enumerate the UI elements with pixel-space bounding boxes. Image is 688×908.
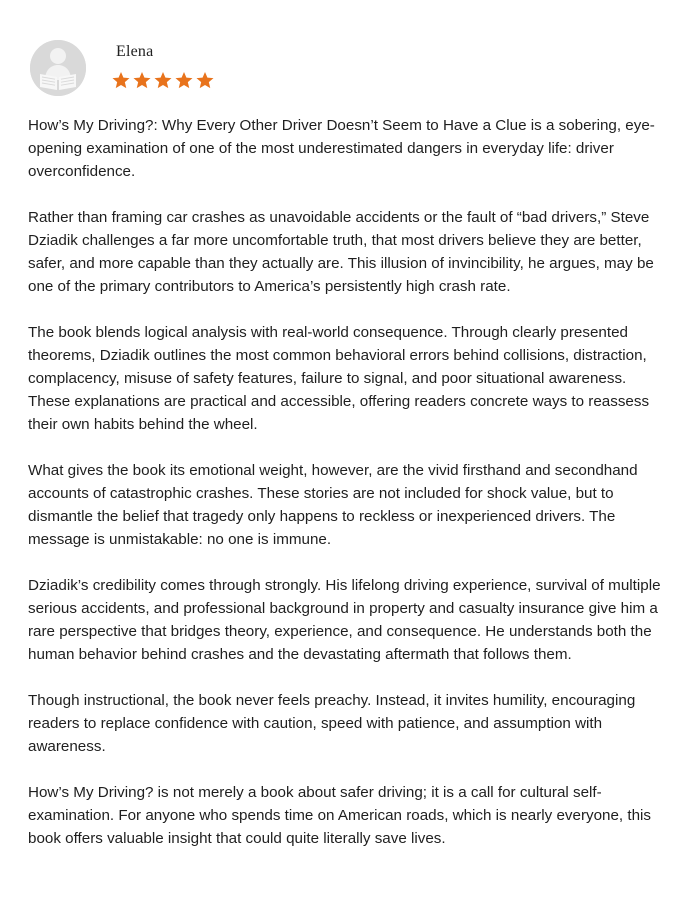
star-icon: [195, 70, 215, 91]
review-paragraph: How’s My Driving?: Why Every Other Driver Doesn’t Seem to Have a Clue is a sobering, eye-opening examination of one of the most underestimated dangers in everyday life: driver overconfidence.: [28, 117, 655, 180]
star-icon: [153, 70, 173, 91]
star-icon: [111, 70, 131, 91]
star-icon: [132, 70, 152, 91]
review-paragraph: Dziadik’s credibility comes through strongly. His lifelong driving experience, survival of multiple serious accidents, and professional background in property and casualty insurance give him a rare perspective that bridges theory, experience, and consequence. He understands both the human behavior behind crashes and the devastating aftermath that follows them.: [28, 577, 661, 663]
star-rating: [111, 70, 215, 92]
star-icon: [174, 70, 194, 91]
review-paragraph: How’s My Driving? is not merely a book about safer driving; it is a call for cultural self-examination. For anyone who spends time on American roads, which is nearly everyone, this book offers valuable insight that could quite literally save lives.: [28, 784, 652, 847]
review-text: [28, 114, 664, 873]
review-paragraph: What gives the book its emotional weight, however, are the vivid firsthand and secondhand accounts of catastrophic crashes. These stories are not included for shock value, but to dismantle the belief that tragedy only happens to reckless or inexperienced drivers. The message is unmistakable: no one is immune.: [28, 462, 638, 548]
review-paragraph: Though instructional, the book never feels preachy. Instead, it invites humility, encouraging readers to replace confidence with caution, speed with patience, and assumption with awareness.: [28, 692, 636, 755]
reviewer-name[interactable]: Elena: [116, 43, 154, 60]
review-paragraph: Rather than framing car crashes as unavoidable accidents or the fault of “bad drivers,” Steve Dziadik challenges a far more uncomfortable truth, that most drivers believe they are better, safer, and more capable than they actually are. This illusion of invincibility, he argues, may be one of the primary contributors to America’s persistently high crash rate.: [28, 209, 654, 295]
reader-avatar-icon: [30, 40, 86, 96]
reviewer-avatar[interactable]: [30, 40, 86, 96]
review-paragraph: The book blends logical analysis with real-world consequence. Through clearly presented theorems, Dziadik outlines the most common behavioral errors behind collisions, distraction, complacency, misuse of safety features, failure to signal, and poor situational awareness. These explanations are practical and accessible, offering readers concrete ways to reassess their own habits behind the wheel.: [28, 324, 650, 433]
